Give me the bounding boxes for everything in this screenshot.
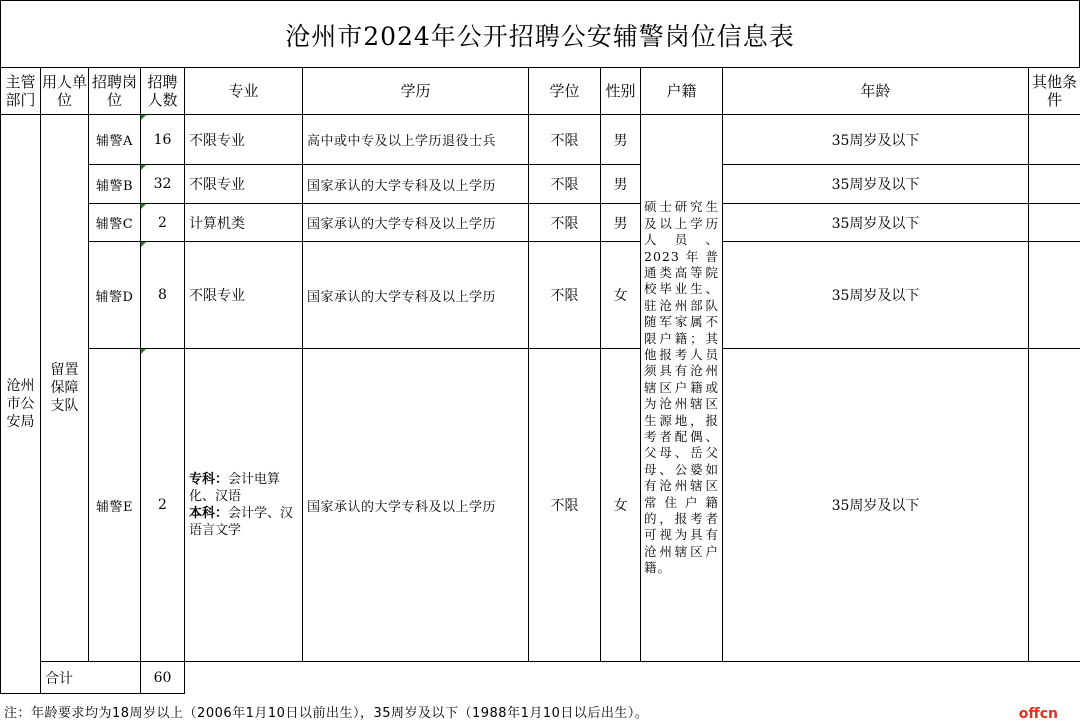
count-cell: 2	[141, 349, 185, 662]
total-row	[1, 662, 1080, 694]
offcn-watermark: offcn	[1018, 706, 1058, 722]
major-cell	[185, 349, 303, 662]
header-gender: 性别	[601, 68, 641, 115]
other-cell	[1029, 242, 1080, 349]
gender-cell: 男	[601, 165, 641, 204]
total-label: 合计	[41, 662, 141, 694]
post-cell: 辅警E	[89, 349, 141, 662]
gender-cell: 男	[601, 204, 641, 242]
count-cell: 2	[141, 204, 185, 242]
table-row	[1, 349, 1080, 662]
count-cell: 16	[141, 115, 185, 165]
degree-cell: 不限	[529, 349, 601, 662]
major-cell: 不限专业	[185, 165, 303, 204]
other-cell	[1029, 349, 1080, 662]
header-row	[1, 68, 1080, 115]
header-other: 其他条件	[1029, 68, 1080, 115]
major-cell: 不限专业	[185, 115, 303, 165]
education-cell: 国家承认的大学专科及以上学历	[303, 242, 529, 349]
major-cell: 计算机类	[185, 204, 303, 242]
table-row	[1, 115, 1080, 165]
gender-cell: 女	[601, 349, 641, 662]
degree-cell: 不限	[529, 165, 601, 204]
header-hukou: 户籍	[641, 68, 723, 115]
age-cell: 35周岁及以下	[723, 242, 1029, 349]
header-age: 年龄	[723, 68, 1029, 115]
hukou-cell: 硕士研究生及以上学历人员、2023年普通类高等院校毕业生、驻沧州部队随军家属不限户籍；其他报考人员须具有沧州辖区户籍或为沧州辖区生源地，报考者配偶、父母、岳父母、公婆如有沧州辖区常住户籍的，报考者可视为具有沧州辖区户籍。	[641, 115, 723, 662]
header-education: 学历	[303, 68, 529, 115]
age-cell: 35周岁及以下	[723, 115, 1029, 165]
education-cell: 国家承认的大学专科及以上学历	[303, 204, 529, 242]
education-cell: 国家承认的大学专科及以上学历	[303, 165, 529, 204]
major-zk: 会计电算化、汉语	[189, 472, 281, 504]
total-value: 60	[141, 662, 185, 694]
age-cell: 35周岁及以下	[723, 204, 1029, 242]
age-cell: 35周岁及以下	[723, 165, 1029, 204]
job-info-table	[0, 67, 1080, 694]
degree-cell: 不限	[529, 115, 601, 165]
table-row	[1, 242, 1080, 349]
gender-cell: 女	[601, 242, 641, 349]
post-cell: 辅警C	[89, 204, 141, 242]
major-zk-label: 专科：	[189, 472, 229, 487]
header-count: 招聘人数	[141, 68, 185, 115]
count-cell: 32	[141, 165, 185, 204]
post-cell: 辅警A	[89, 115, 141, 165]
page-title: 沧州市2024年公开招聘公安辅警岗位信息表	[0, 0, 1080, 68]
post-cell: 辅警D	[89, 242, 141, 349]
major-bk-label: 本科：	[189, 506, 229, 521]
total-blank	[185, 662, 1080, 694]
header-degree: 学位	[529, 68, 601, 115]
unit-cell: 留置保障支队	[41, 115, 89, 662]
header-dept: 主管部门	[1, 68, 41, 115]
degree-cell: 不限	[529, 242, 601, 349]
other-cell	[1029, 165, 1080, 204]
table-row	[1, 204, 1080, 242]
header-major: 专业	[185, 68, 303, 115]
table-row	[1, 165, 1080, 204]
header-unit: 用人单位	[41, 68, 89, 115]
education-cell: 国家承认的大学专科及以上学历	[303, 349, 529, 662]
other-cell	[1029, 204, 1080, 242]
post-cell: 辅警B	[89, 165, 141, 204]
major-bk: 会计学、汉语言文学	[189, 506, 294, 538]
major-cell: 不限专业	[185, 242, 303, 349]
dept-cell: 沧州市公安局	[1, 115, 41, 694]
footnote: 注：年龄要求均为18周岁以上（2006年1月10日以前出生），35周岁及以下（1988年1月10日以后出生）。	[4, 706, 649, 721]
header-post: 招聘岗位	[89, 68, 141, 115]
gender-cell: 男	[601, 115, 641, 165]
count-cell: 8	[141, 242, 185, 349]
degree-cell: 不限	[529, 204, 601, 242]
education-cell: 高中或中专及以上学历退役士兵	[303, 115, 529, 165]
age-cell: 35周岁及以下	[723, 349, 1029, 662]
other-cell	[1029, 115, 1080, 165]
